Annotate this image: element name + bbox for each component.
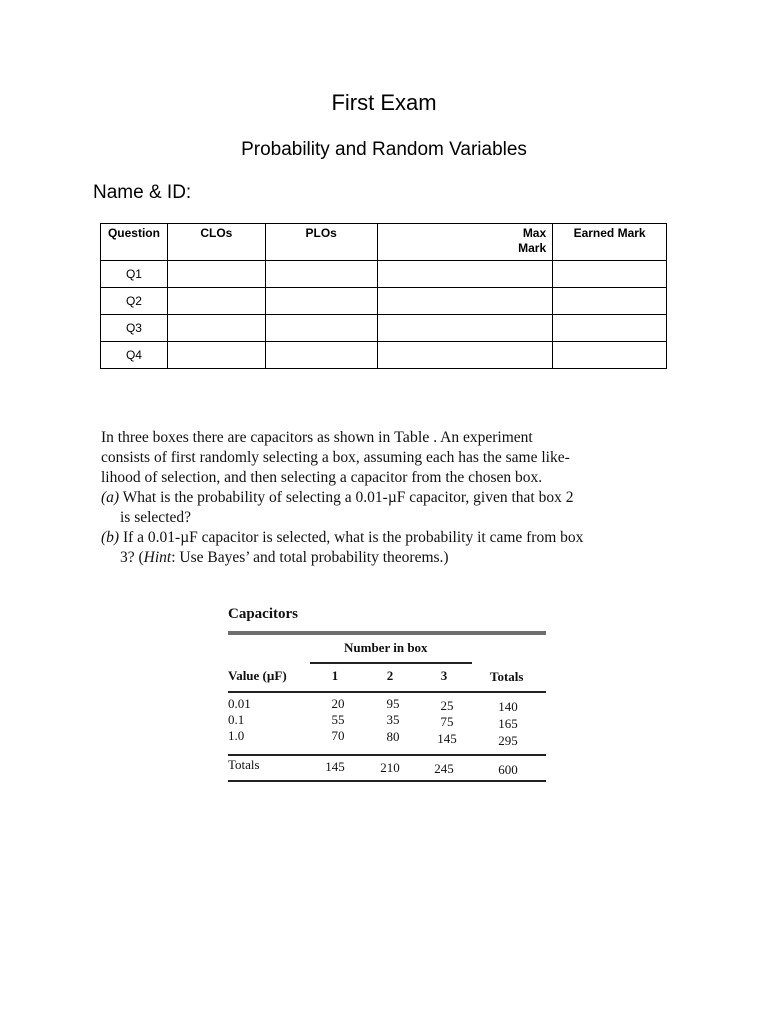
max-mark-cell[interactable] — [377, 261, 553, 288]
earned-mark-cell[interactable] — [553, 288, 667, 315]
header-max-mark — [377, 224, 553, 261]
max-mark-cell[interactable] — [377, 342, 553, 369]
marks-table — [100, 223, 667, 369]
value-cell: 0.01 — [228, 696, 251, 711]
count-cell: 70 — [331, 728, 345, 743]
name-id-label: Name & ID: — [93, 182, 192, 203]
value-cell: 0.1 — [228, 712, 245, 727]
problem-line — [101, 428, 661, 448]
box-header: 3 — [440, 668, 448, 683]
table-row — [101, 288, 667, 315]
group-header: Number in box — [344, 640, 428, 655]
part-b-continuation — [101, 548, 661, 568]
totals-count-cell: 145 — [325, 759, 345, 774]
question-label: Q1 — [101, 261, 168, 288]
part-a-continuation: is selected? — [120, 509, 192, 526]
plos-cell[interactable] — [265, 315, 377, 342]
part-b-text: : Use Bayes’ and total probability theorems.) — [171, 549, 449, 566]
table-row — [101, 342, 667, 369]
value-header: Value (µF) — [228, 668, 287, 683]
count-cell: 80 — [386, 729, 400, 744]
total-cell: 295 — [498, 733, 518, 748]
totals-count-cell: 210 — [380, 760, 400, 775]
grand-total-cell: 600 — [498, 762, 518, 777]
part-a-text: What is the probability of selecting a 0.01-µF capacitor, given that box 2 — [119, 489, 574, 506]
earned-mark-cell[interactable] — [553, 261, 667, 288]
header-max-mark-line1: Max — [522, 226, 547, 240]
part-a-label: (a) — [101, 489, 120, 506]
capacitors-table — [228, 606, 548, 777]
table-row — [101, 315, 667, 342]
plos-cell[interactable] — [265, 261, 377, 288]
header-max-mark-line2: Mark — [518, 241, 547, 255]
max-mark-cell[interactable] — [377, 288, 553, 315]
table-row — [101, 261, 667, 288]
part-b-text: If a 0.01-µF capacitor is selected, what is the probability it came from box — [119, 529, 584, 546]
earned-mark-cell[interactable] — [553, 315, 667, 342]
exam-subtitle: Probability and Random Variables — [241, 139, 527, 160]
table-reference: Table — [394, 429, 430, 446]
part-a — [101, 488, 661, 508]
earned-mark-cell[interactable] — [553, 342, 667, 369]
count-cell: 55 — [331, 712, 345, 727]
box-header: 2 — [386, 668, 394, 683]
problem-text: In three boxes there are capacitors as shown in — [101, 429, 395, 446]
count-cell: 20 — [331, 696, 345, 711]
box-header: 1 — [331, 668, 339, 683]
count-cell: 35 — [386, 712, 400, 727]
clos-cell[interactable] — [167, 288, 265, 315]
plos-cell[interactable] — [265, 288, 377, 315]
part-b-text: 3? ( — [120, 549, 144, 566]
clos-cell[interactable] — [167, 342, 265, 369]
table-top-rule — [228, 631, 546, 635]
value-cell: 1.0 — [228, 728, 245, 743]
header-earned-mark: Earned Mark — [553, 224, 667, 261]
hint-label: Hint — [143, 549, 172, 566]
plos-cell[interactable] — [265, 342, 377, 369]
clos-cell[interactable] — [167, 261, 265, 288]
table-bottom-rule — [228, 780, 546, 782]
problem-line: lihood of selection, and then selecting a capacitor from the chosen box. — [101, 469, 543, 486]
max-mark-cell[interactable] — [377, 315, 553, 342]
count-cell: 145 — [437, 731, 457, 746]
question-label: Q3 — [101, 315, 168, 342]
body-bottom-rule — [228, 754, 546, 756]
group-header-rule — [310, 662, 472, 664]
part-b-label: (b) — [101, 529, 120, 546]
header-bottom-rule — [228, 691, 546, 693]
totals-header: Totals — [490, 669, 524, 684]
exam-title: First Exam — [331, 90, 437, 115]
problem-line: consists of first randomly selecting a box, assuming each has the same like- — [101, 449, 570, 466]
header-question: Question — [101, 224, 168, 261]
totals-row-label: Totals — [228, 757, 260, 772]
count-cell: 75 — [440, 714, 454, 729]
capacitors-table-title: Capacitors — [228, 606, 298, 622]
problem-statement — [101, 428, 661, 568]
problem-text: . An experiment — [429, 429, 533, 446]
count-cell: 25 — [440, 698, 454, 713]
marks-table-header-row — [101, 224, 667, 261]
part-b — [101, 528, 661, 548]
totals-count-cell: 245 — [434, 761, 454, 776]
header-plos: PLOs — [265, 224, 377, 261]
total-cell: 140 — [498, 699, 518, 714]
header-clos: CLOs — [167, 224, 265, 261]
question-label: Q4 — [101, 342, 168, 369]
total-cell: 165 — [498, 716, 518, 731]
question-label: Q2 — [101, 288, 168, 315]
count-cell: 95 — [386, 696, 400, 711]
clos-cell[interactable] — [167, 315, 265, 342]
